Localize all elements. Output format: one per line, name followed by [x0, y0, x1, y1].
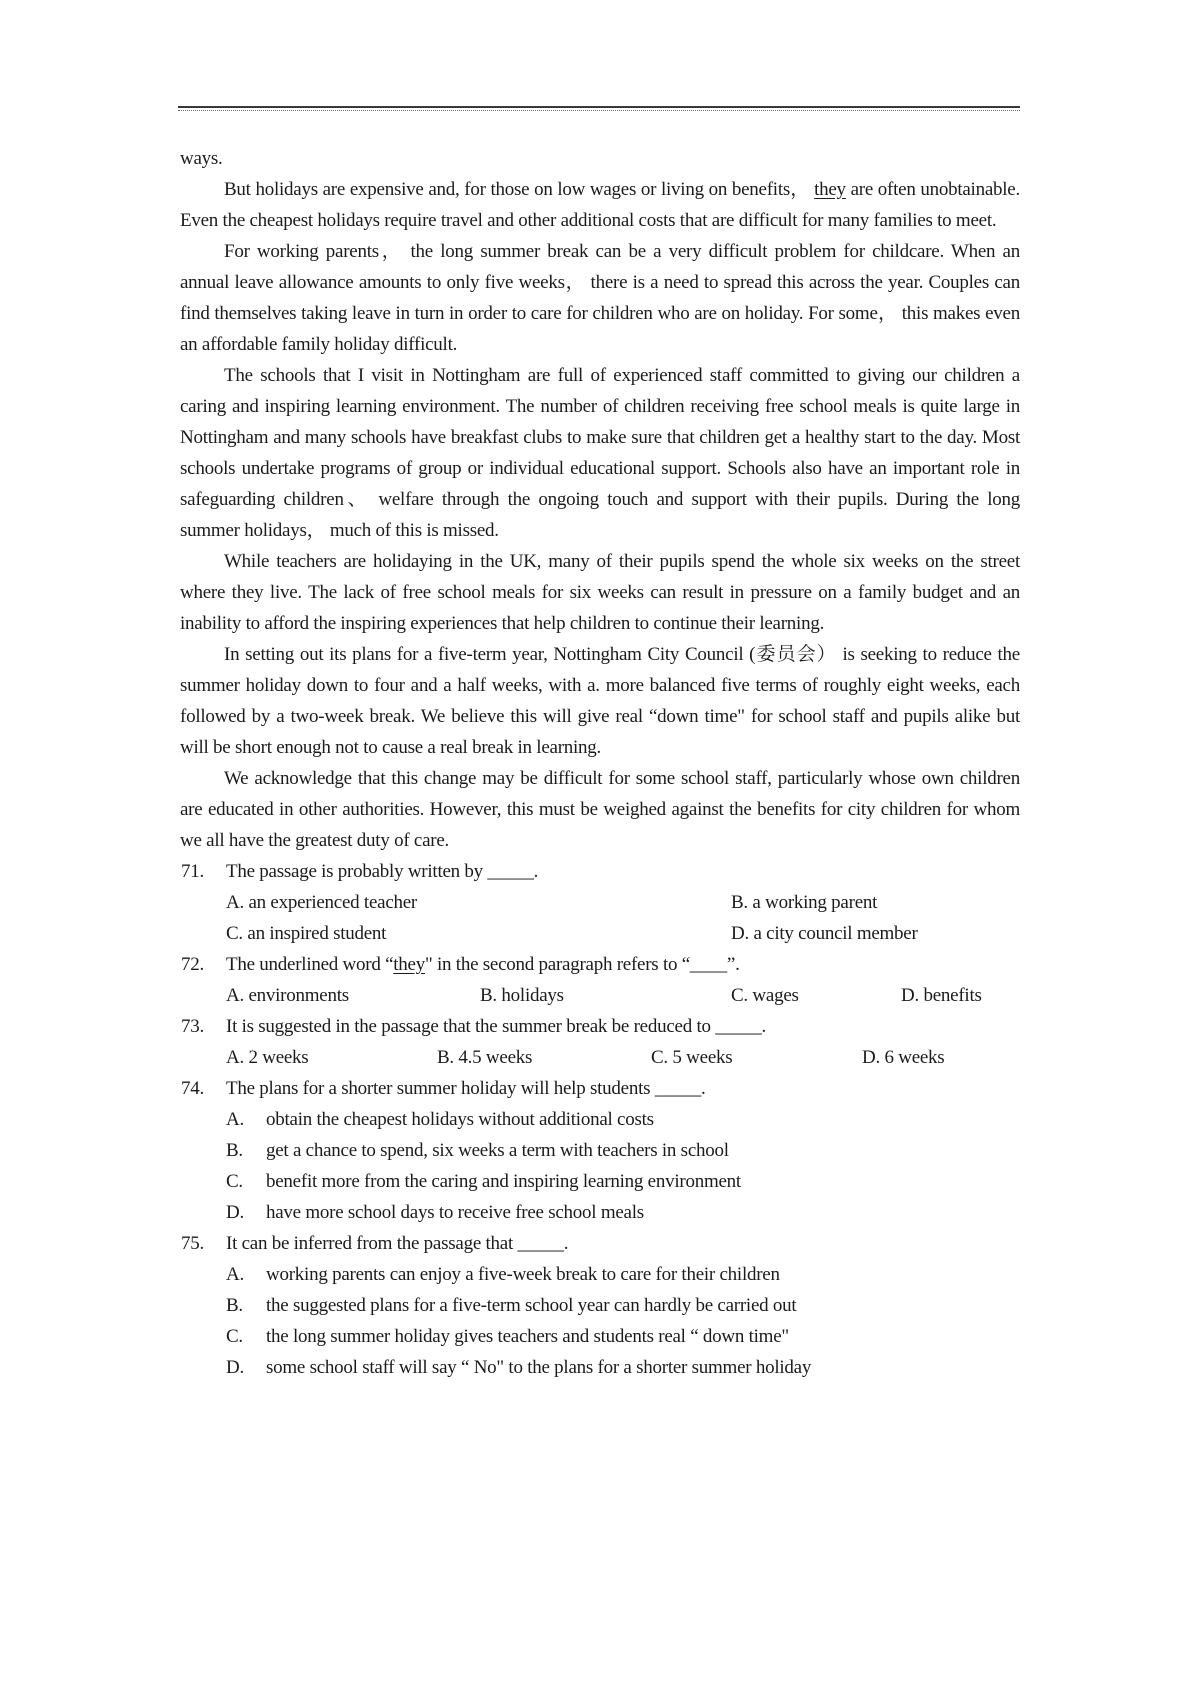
option-73-c: C. 5 weeks [651, 1047, 733, 1068]
option-71-d: D. a city council member [731, 923, 918, 944]
option-71-a: A. an experienced teacher [226, 892, 418, 913]
passage-paragraph-continuation [180, 143, 1020, 174]
passage-paragraph-4 [180, 360, 1020, 546]
option-74-c-letter: C. [226, 1171, 243, 1192]
option-74-c-text: benefit more from the caring and inspiring learning environment [266, 1171, 741, 1192]
question-73 [180, 1011, 1020, 1042]
option-74-d-letter: D. [226, 1202, 244, 1223]
question-73-number: 73. [181, 1016, 204, 1037]
question-74 [180, 1073, 1020, 1104]
option-74-a-letter: A. [226, 1109, 244, 1130]
question-71 [180, 856, 1020, 887]
option-74-b [180, 1135, 1020, 1166]
paragraph-text: The schools that I visit in Nottingham are full of experienced staff committed to giving our children a caring and inspiring learning environment. The number of children receiving free school meals is quite large in Nottingham and many schools have breakfast clubs to make sure that children get a healthy start to the day. Most schools undertake programs of group or individual educational support. Schools also have an important role in safeguarding children、 welfare through the ongoing touch and support with their pupils. During the long summer holidays， much of this is missed. [180, 365, 1020, 541]
option-75-c [180, 1321, 1020, 1352]
header-rule [178, 106, 1020, 111]
paragraph-text: We acknowledge that this change may be difficult for some school staff, particularly whose own children are educated in other authorities. However, this must be weighed against the benefits for city children for whom we all have the greatest duty of care. [180, 768, 1020, 851]
option-74-b-text: get a chance to spend, six weeks a term with teachers in school [266, 1140, 729, 1161]
question-74-number: 74. [181, 1078, 204, 1099]
question-72 [180, 949, 1020, 980]
question-72-text-post: " in the second paragraph refers to “____”. [425, 954, 740, 975]
question-71-number: 71. [181, 861, 204, 882]
option-74-d-text: have more school days to receive free school meals [266, 1202, 644, 1223]
passage-paragraph-5 [180, 546, 1020, 639]
option-75-d-letter: D. [226, 1357, 244, 1378]
question-73-options-row [180, 1042, 1020, 1073]
question-71-options-row-2 [180, 918, 1020, 949]
question-71-text: The passage is probably written by _____. [226, 861, 539, 882]
questions-section [180, 856, 1020, 1383]
question-72-underlined-they: they [393, 954, 425, 975]
passage-paragraph-7 [180, 763, 1020, 856]
option-71-c: C. an inspired student [226, 923, 387, 944]
underlined-word-they: they [814, 179, 846, 200]
option-74-a-text: obtain the cheapest holidays without additional costs [266, 1109, 654, 1130]
option-72-b: B. holidays [480, 985, 564, 1006]
option-73-a: A. 2 weeks [226, 1047, 309, 1068]
paragraph-text: While teachers are holidaying in the UK, many of their pupils spend the whole six weeks on the street where they live. The lack of free school meals for six weeks can result in pressure on a family budget and an inability to afford the inspiring experiences that help children to continue their learning. [180, 551, 1020, 634]
option-74-a [180, 1104, 1020, 1135]
option-72-a: A. environments [226, 985, 349, 1006]
paragraph-text: are often unobtainable. Even the cheapest holidays require travel and other additional costs that are difficult for many families to meet. [180, 179, 1020, 231]
option-75-b-letter: B. [226, 1295, 243, 1316]
option-73-d: D. 6 weeks [862, 1047, 945, 1068]
option-72-d: D. benefits [901, 985, 982, 1006]
option-74-d [180, 1197, 1020, 1228]
option-75-c-letter: C. [226, 1326, 243, 1347]
question-75-text: It can be inferred from the passage that _____. [226, 1233, 569, 1254]
page-content [180, 143, 1020, 1383]
option-74-c [180, 1166, 1020, 1197]
paragraph-text: But holidays are expensive and, for those on low wages or living on benefits， [224, 179, 815, 200]
question-75-number: 75. [181, 1233, 204, 1254]
paragraph-text: ways. [180, 148, 223, 169]
question-75 [180, 1228, 1020, 1259]
question-72-text-pre: The underlined word “ [226, 954, 394, 975]
option-72-c: C. wages [731, 985, 799, 1006]
passage-paragraph-3 [180, 236, 1020, 360]
option-75-b [180, 1290, 1020, 1321]
question-72-options-row [180, 980, 1020, 1011]
passage-paragraph-2 [180, 174, 1020, 236]
passage-paragraph-6 [180, 639, 1020, 763]
question-72-number: 72. [181, 954, 204, 975]
reading-passage [180, 143, 1020, 856]
option-75-b-text: the suggested plans for a five-term school year can hardly be carried out [266, 1295, 797, 1316]
question-71-options-row-1 [180, 887, 1020, 918]
option-75-a [180, 1259, 1020, 1290]
option-75-a-letter: A. [226, 1264, 244, 1285]
question-74-text: The plans for a shorter summer holiday will help students _____. [226, 1078, 706, 1099]
question-73-text: It is suggested in the passage that the summer break be reduced to _____. [226, 1016, 766, 1037]
paragraph-text: For working parents， the long summer break can be a very difficult problem for childcare. When an annual leave allowance amounts to only five weeks， there is a need to spread this across the year. Couples can find themselves taking leave in turn in order to care for children who are on holiday. For some， this makes even an affordable family holiday difficult. [180, 241, 1020, 355]
option-73-b: B. 4.5 weeks [437, 1047, 533, 1068]
option-75-c-text: the long summer holiday gives teachers and students real “ down time" [266, 1326, 789, 1347]
option-75-a-text: working parents can enjoy a five-week break to care for their children [266, 1264, 780, 1285]
option-75-d-text: some school staff will say “ No" to the plans for a shorter summer holiday [266, 1357, 812, 1378]
option-71-b: B. a working parent [731, 892, 878, 913]
option-74-b-letter: B. [226, 1140, 243, 1161]
paragraph-text: In setting out its plans for a five-term year, Nottingham City Council (委员会） is seeking to reduce the summer holiday down to four and a half weeks, with a. more balanced five terms of roughly eight weeks, each followed by a two-week break. We believe this will give real “down time" for school staff and pupils alike but will be short enough not to cause a real break in learning. [180, 644, 1020, 758]
option-75-d [180, 1352, 1020, 1383]
